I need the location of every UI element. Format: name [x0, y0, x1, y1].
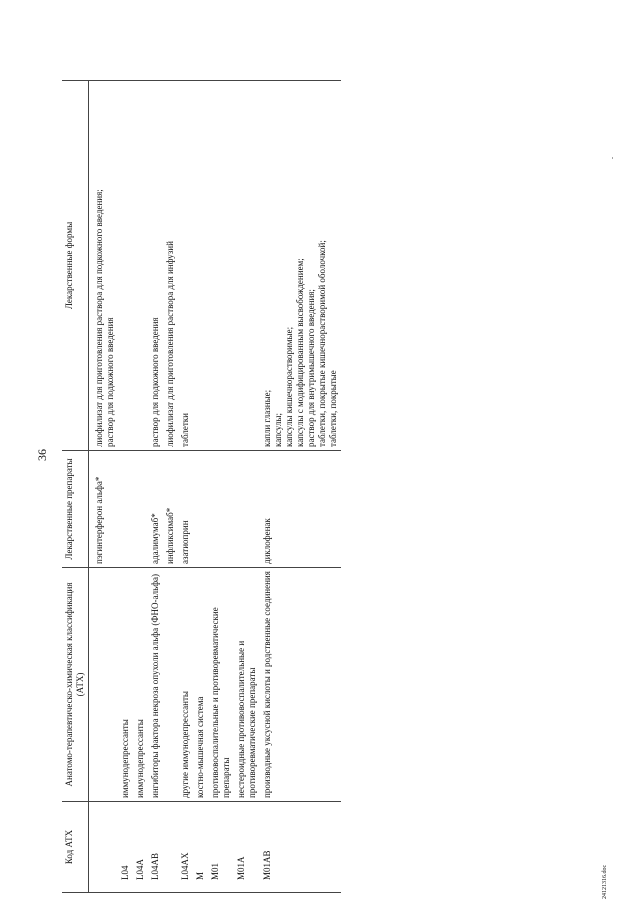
header-preparations: Лекарственные препараты — [62, 451, 89, 568]
form-line: таблетки — [180, 412, 190, 447]
cell-code: L04 — [118, 802, 133, 893]
cell-atc — [163, 568, 178, 802]
cell-forms — [234, 81, 260, 451]
cell-code: M01A — [234, 802, 260, 893]
cell-code — [89, 802, 119, 893]
stray-mark: . — [606, 157, 615, 159]
cell-preparation — [133, 451, 148, 568]
cell-forms — [163, 81, 178, 451]
cell-preparation — [193, 451, 208, 568]
form-line: лиофилизат для приготовления раствора для инфузий — [165, 241, 175, 447]
cell-forms — [133, 81, 148, 451]
cell-code: L04AX — [178, 802, 193, 893]
cell-forms — [118, 81, 133, 451]
form-line: таблетки, покрытые кишечнорастворимой оболочкой; — [317, 240, 327, 447]
table-body — [89, 81, 342, 893]
header-code: Код АТХ — [62, 802, 89, 893]
form-line: капсулы с модифицированным высвобождением; — [295, 258, 305, 447]
cell-forms — [193, 81, 208, 451]
table-row — [234, 81, 260, 893]
form-line: капсулы; — [273, 413, 283, 447]
table-row — [178, 81, 193, 893]
cell-forms — [178, 81, 193, 451]
cell-preparation: диклофенак — [260, 451, 341, 568]
cell-code: L04A — [133, 802, 148, 893]
table-row — [148, 81, 163, 893]
table-header-row — [62, 81, 89, 893]
table-row — [89, 81, 119, 893]
cell-code: M01AB — [260, 802, 341, 893]
file-name: 24121316.doc — [602, 864, 608, 899]
cell-atc: нестероидные противовоспалительные и противоревматические препараты — [234, 568, 260, 802]
form-line: капсулы кишечнорастворимые; — [284, 326, 294, 447]
form-line: раствор для подкожного введения — [150, 317, 160, 447]
header-atc: Анатомо-терапевтическо-химическая классификация (АТХ) — [62, 568, 89, 802]
cell-code: L04AB — [148, 802, 163, 893]
table-row — [193, 81, 208, 893]
cell-preparation: инфликсимаб* — [163, 451, 178, 568]
form-line: лиофилизат для приготовления раствора для подкожного введения; — [94, 189, 104, 447]
cell-atc: иммунодепрессанты — [118, 568, 133, 802]
form-line: раствор для внутримышечного введения; — [306, 289, 316, 447]
page-number: 36 — [35, 449, 49, 461]
table-row — [260, 81, 341, 893]
header-forms: Лекарственные формы — [62, 81, 89, 451]
cell-forms — [260, 81, 341, 451]
cell-preparation — [208, 451, 234, 568]
form-line: капли глазные; — [262, 389, 272, 447]
form-line: таблетки, покрытые — [328, 370, 338, 447]
table-row — [133, 81, 148, 893]
cell-atc: другие иммунодепрессанты — [178, 568, 193, 802]
cell-preparation: пэгинтерферон альфа* — [89, 451, 119, 568]
form-line: раствор для подкожного введения — [105, 317, 115, 447]
cell-preparation — [234, 451, 260, 568]
table-row — [163, 81, 178, 893]
cell-forms — [208, 81, 234, 451]
cell-preparation: адалимумаб* — [148, 451, 163, 568]
table-row — [208, 81, 234, 893]
cell-atc: производные уксусной кислоты и родственные соединения — [260, 568, 341, 802]
cell-forms — [148, 81, 163, 451]
cell-preparation — [118, 451, 133, 568]
cell-atc: иммунодепрессанты — [133, 568, 148, 802]
cell-atc: костно-мышечная система — [193, 568, 208, 802]
cell-atc: ингибиторы фактора некроза опухоли альфа (ФНО-альфа) — [148, 568, 163, 802]
cell-code — [163, 802, 178, 893]
cell-code: M — [193, 802, 208, 893]
drug-table — [62, 80, 341, 893]
table-row — [118, 81, 133, 893]
cell-preparation: азатиоприн — [178, 451, 193, 568]
cell-atc — [89, 568, 119, 802]
cell-code: M01 — [208, 802, 234, 893]
cell-forms — [89, 81, 119, 451]
cell-atc: противовоспалительные и противоревматические препараты — [208, 568, 234, 802]
